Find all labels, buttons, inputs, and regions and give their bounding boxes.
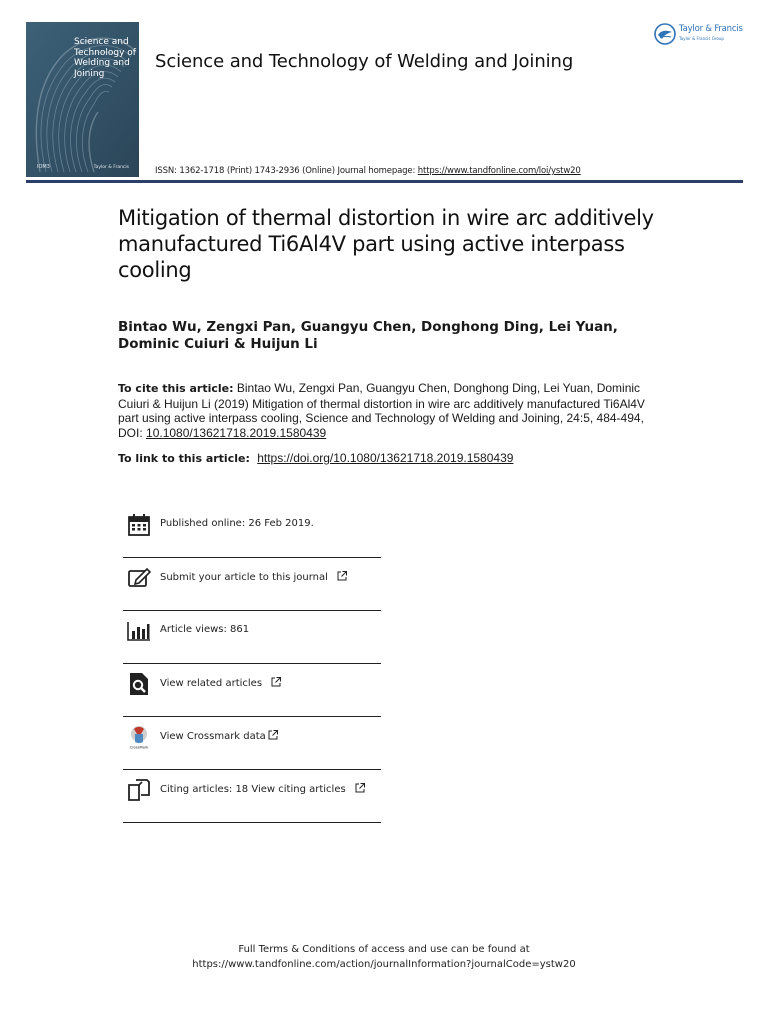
submit-article-label: Submit your article to this journal bbox=[160, 572, 328, 583]
published-online-label: Published online: 26 Feb 2019. bbox=[160, 518, 314, 529]
citing-articles-label: Citing articles: 18 View citing articles bbox=[160, 784, 346, 795]
publisher-name: Taylor & Francis bbox=[679, 24, 743, 34]
article-meta-list bbox=[123, 505, 381, 823]
published-online-item bbox=[123, 505, 381, 558]
crossmark-item[interactable] bbox=[123, 717, 381, 770]
citation-label: To cite this article: bbox=[118, 382, 234, 395]
cover-footer-left: IOM3 bbox=[37, 164, 50, 170]
article-title: Mitigation of thermal distortion in wire arc additively manufactured Ti6Al4V part using active interpass cooling bbox=[118, 206, 654, 282]
external-link-icon bbox=[337, 571, 347, 581]
terms-footer-line1: Full Terms & Conditions of access and use can be found at bbox=[238, 944, 530, 955]
edit-icon bbox=[127, 566, 151, 590]
crossmark-link[interactable] bbox=[160, 730, 278, 742]
issn-text: ISSN: 1362-1718 (Print) 1743-2936 (Online) Journal homepage: bbox=[155, 166, 416, 176]
citing-articles-link[interactable] bbox=[160, 783, 365, 795]
article-views-item bbox=[123, 611, 381, 664]
submit-article-link[interactable] bbox=[160, 571, 347, 583]
article-link-line bbox=[118, 451, 663, 465]
journal-homepage-link[interactable]: https://www.tandfonline.com/loi/ystw20 bbox=[417, 166, 581, 176]
search-document-icon bbox=[127, 672, 151, 696]
bar-chart-icon bbox=[127, 619, 151, 643]
link-label: To link to this article: bbox=[118, 452, 250, 465]
citation-block bbox=[118, 381, 663, 440]
issn-line bbox=[155, 166, 581, 176]
journal-title: Science and Technology of Welding and Joining bbox=[155, 51, 574, 72]
citation-doi-link[interactable]: 10.1080/13621718.2019.1580439 bbox=[146, 425, 327, 440]
header-rule bbox=[26, 180, 743, 183]
terms-footer bbox=[0, 942, 768, 972]
submit-article-item[interactable] bbox=[123, 558, 381, 611]
publisher-logo[interactable] bbox=[654, 22, 749, 48]
external-link-icon bbox=[271, 677, 281, 687]
article-authors: Bintao Wu, Zengxi Pan, Guangyu Chen, Donghong Ding, Lei Yuan, Dominic Cuiuri & Huijun Li bbox=[118, 319, 618, 352]
citation-text: Bintao Wu, Zengxi Pan, Guangyu Chen, Donghong Ding, Lei Yuan, Dominic Cuiuri & Huijun Li (2019) Mitigation of thermal distortion in wire arc additively manufactured Ti6Al4V part using active interpass cooling, Science and Technology of Welding and Joining, 24:5, 484-494, DOI: bbox=[118, 381, 645, 440]
article-doi-url-link[interactable]: https://doi.org/10.1080/13621718.2019.1580439 bbox=[257, 451, 514, 465]
crossmark-label: View Crossmark data bbox=[160, 731, 266, 742]
related-articles-item[interactable] bbox=[123, 664, 381, 717]
cover-title: Science and Technology of Welding and Joining bbox=[74, 37, 136, 79]
external-link-icon bbox=[355, 783, 365, 793]
crossmark-icon bbox=[127, 725, 151, 749]
article-views-label: Article views: 861 bbox=[160, 624, 250, 635]
calendar-icon bbox=[127, 513, 151, 537]
related-articles-link[interactable] bbox=[160, 677, 281, 689]
terms-footer-link[interactable]: https://www.tandfonline.com/action/journalInformation?journalCode=ystw20 bbox=[192, 959, 576, 970]
publisher-group: Taylor & Francis Group bbox=[679, 36, 724, 41]
publisher-logo-icon bbox=[654, 23, 676, 45]
journal-cover bbox=[26, 22, 139, 177]
cover-footer-right: Taylor & Francis bbox=[93, 165, 129, 170]
external-link-icon bbox=[268, 730, 278, 740]
citing-icon bbox=[127, 778, 151, 802]
crossmark-icon-text: CrossMark bbox=[129, 745, 149, 749]
related-articles-label: View related articles bbox=[160, 678, 263, 689]
citing-articles-item[interactable] bbox=[123, 770, 381, 823]
